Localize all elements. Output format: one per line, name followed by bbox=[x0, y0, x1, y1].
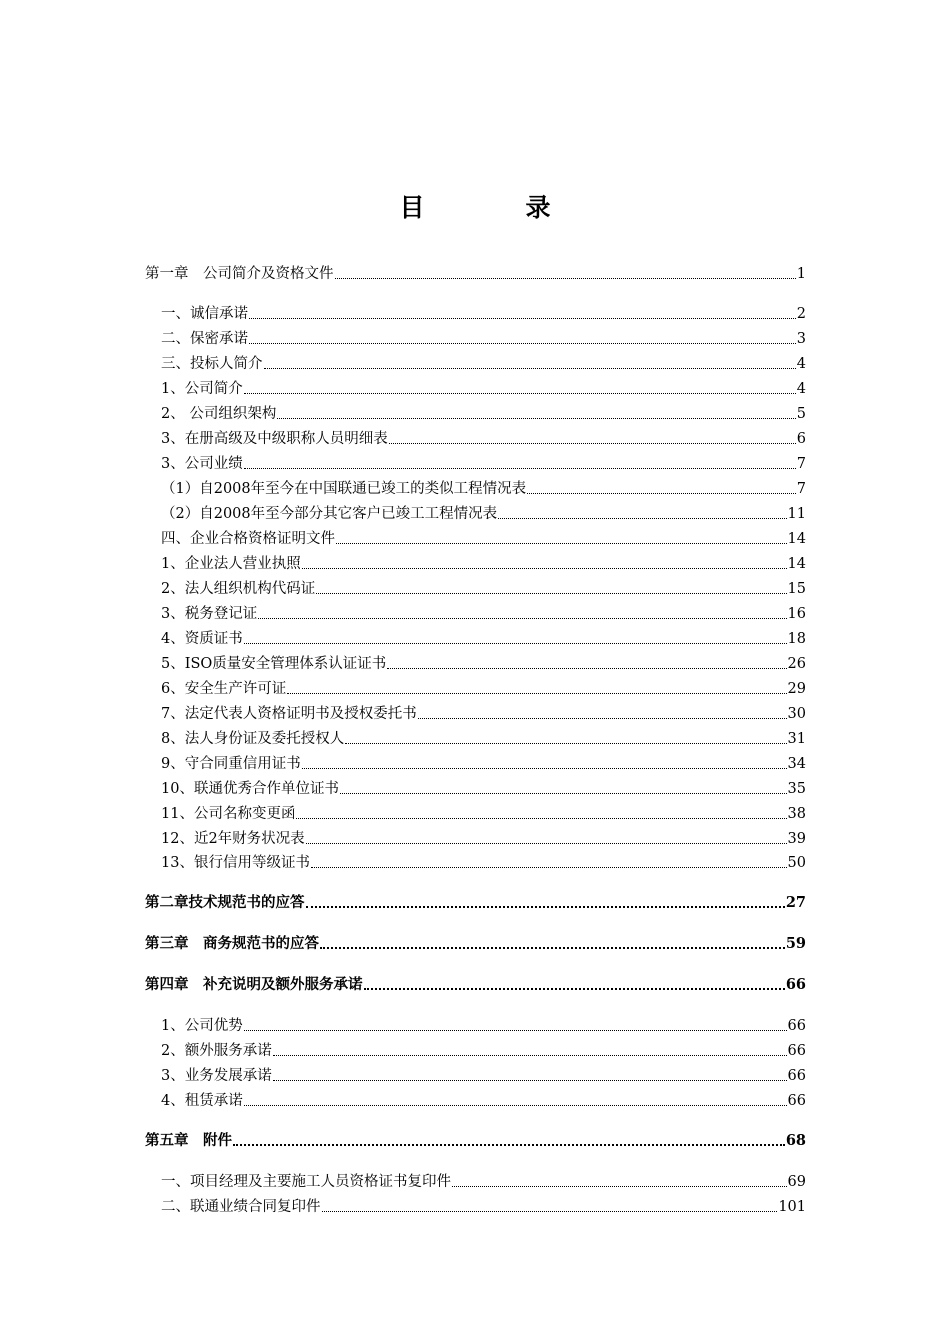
toc-entry[interactable] bbox=[161, 427, 806, 449]
toc-entry-page-number: 2 bbox=[796, 306, 806, 322]
toc-entry-page-number: 68 bbox=[785, 1132, 806, 1149]
toc-entry[interactable] bbox=[145, 932, 806, 954]
toc-entry-page-number: 69 bbox=[787, 1174, 806, 1190]
toc-entry-title: 5、ISO质量安全管理体系认证证书 bbox=[161, 656, 387, 672]
toc-entry[interactable] bbox=[161, 352, 806, 374]
toc-entry-title: 1、企业法人营业执照 bbox=[161, 556, 301, 572]
toc-entry-title: 7、法定代表人资格证明书及授权委托书 bbox=[161, 706, 417, 722]
dot-leader bbox=[316, 593, 786, 594]
toc-entry-title: 一、诚信承诺 bbox=[161, 306, 248, 322]
dot-leader bbox=[244, 1105, 787, 1106]
dot-leader bbox=[320, 947, 785, 949]
toc-entry-page-number: 7 bbox=[796, 481, 806, 497]
dot-leader bbox=[264, 368, 796, 369]
toc-entry-title: （1）自2008年至今在中国联通已竣工的类似工程情况表 bbox=[161, 481, 527, 497]
toc-entry[interactable] bbox=[145, 973, 806, 995]
toc-entry-page-number: 6 bbox=[796, 431, 806, 447]
toc-entry-title: 2、 公司组织架构 bbox=[161, 406, 277, 422]
toc-entry-page-number: 1 bbox=[796, 266, 806, 282]
toc-entry-title: 3、税务登记证 bbox=[161, 606, 258, 622]
dot-leader bbox=[335, 278, 796, 279]
toc-entry[interactable] bbox=[145, 891, 806, 913]
toc-entry-page-number: 35 bbox=[787, 781, 806, 797]
toc-entry[interactable] bbox=[161, 502, 806, 524]
toc-entry[interactable] bbox=[161, 677, 806, 699]
toc-entry-title: 第三章 商务规范书的应答 bbox=[145, 935, 319, 952]
dot-leader bbox=[244, 468, 796, 469]
toc-entry-page-number: 30 bbox=[787, 706, 806, 722]
toc-entry-page-number: 5 bbox=[796, 406, 806, 422]
dot-leader bbox=[418, 718, 787, 719]
toc-entry-page-number: 16 bbox=[787, 606, 806, 622]
toc-entry[interactable] bbox=[161, 1014, 806, 1036]
page-title: 目 录 bbox=[399, 193, 589, 222]
dot-leader bbox=[336, 543, 787, 544]
toc-entry-title: （2）自2008年至今部分其它客户已竣工工程情况表 bbox=[161, 506, 498, 522]
toc-entry-title: 一、项目经理及主要施工人员资格证书复印件 bbox=[161, 1174, 451, 1190]
toc-entry-page-number: 66 bbox=[787, 1018, 806, 1034]
toc-entry-page-number: 3 bbox=[796, 331, 806, 347]
toc-entry[interactable] bbox=[161, 752, 806, 774]
toc-entry-page-number: 31 bbox=[787, 731, 806, 747]
toc-entry-title: 2、法人组织机构代码证 bbox=[161, 581, 316, 597]
toc-entry[interactable] bbox=[161, 851, 806, 873]
dot-leader bbox=[302, 768, 787, 769]
dot-leader bbox=[249, 343, 796, 344]
toc-entry-page-number: 7 bbox=[796, 456, 806, 472]
toc-entry-title: 6、安全生产许可证 bbox=[161, 681, 287, 697]
toc-entry[interactable] bbox=[161, 477, 806, 499]
toc-entry-page-number: 14 bbox=[787, 556, 806, 572]
toc-entry-page-number: 15 bbox=[787, 581, 806, 597]
toc-entry-title: 10、联通优秀合作单位证书 bbox=[161, 781, 339, 797]
toc-entry[interactable] bbox=[145, 1129, 806, 1151]
toc-entry-page-number: 34 bbox=[787, 756, 806, 772]
dot-leader bbox=[364, 988, 785, 990]
toc-entry[interactable] bbox=[161, 1064, 806, 1086]
dot-leader bbox=[287, 693, 786, 694]
toc-entry[interactable] bbox=[145, 262, 806, 284]
dot-leader bbox=[302, 568, 787, 569]
dot-leader bbox=[277, 418, 795, 419]
toc-entry[interactable] bbox=[161, 727, 806, 749]
toc-entry-title: 4、资质证书 bbox=[161, 631, 243, 647]
toc-entry-title: 12、近2年财务状况表 bbox=[161, 831, 305, 847]
toc-entry-title: 三、投标人简介 bbox=[161, 356, 263, 372]
dot-leader bbox=[258, 618, 786, 619]
toc-entry-page-number: 4 bbox=[796, 356, 806, 372]
dot-leader bbox=[244, 643, 787, 644]
toc-entry-page-number: 27 bbox=[785, 894, 806, 911]
toc-entry-title: 二、保密承诺 bbox=[161, 331, 248, 347]
toc-entry[interactable] bbox=[161, 327, 806, 349]
toc-entry-page-number: 66 bbox=[787, 1043, 806, 1059]
dot-leader bbox=[233, 1144, 785, 1146]
toc-entry[interactable] bbox=[161, 302, 806, 324]
toc-entry-title: 3、业务发展承诺 bbox=[161, 1068, 272, 1084]
dot-leader bbox=[311, 867, 787, 868]
toc-entry-page-number: 66 bbox=[785, 976, 806, 993]
dot-leader bbox=[340, 793, 787, 794]
toc-entry-title: 9、守合同重信用证书 bbox=[161, 756, 301, 772]
toc-entry-page-number: 4 bbox=[796, 381, 806, 397]
toc-entry[interactable] bbox=[161, 827, 806, 849]
toc-entry-title: 1、公司优势 bbox=[161, 1018, 243, 1034]
dot-leader bbox=[498, 518, 786, 519]
toc-entry-title: 3、在册高级及中级职称人员明细表 bbox=[161, 431, 388, 447]
toc-entry[interactable] bbox=[161, 1039, 806, 1061]
toc-entry-page-number: 14 bbox=[787, 531, 806, 547]
toc-entry-page-number: 39 bbox=[787, 831, 806, 847]
dot-leader bbox=[306, 906, 785, 908]
toc-entry[interactable] bbox=[161, 1170, 806, 1192]
dot-leader bbox=[273, 1055, 787, 1056]
toc-entry-title: 3、公司业绩 bbox=[161, 456, 243, 472]
toc-entry-title: 8、法人身份证及委托授权人 bbox=[161, 731, 345, 747]
dot-leader bbox=[296, 818, 786, 819]
toc-entry[interactable] bbox=[161, 627, 806, 649]
toc-entry[interactable] bbox=[161, 777, 806, 799]
dot-leader bbox=[389, 443, 796, 444]
toc-entry[interactable] bbox=[161, 702, 806, 724]
toc-entry[interactable] bbox=[161, 402, 806, 424]
toc-entry-title: 13、银行信用等级证书 bbox=[161, 855, 310, 871]
toc-entry-page-number: 11 bbox=[787, 506, 806, 522]
dot-leader bbox=[244, 393, 796, 394]
toc-entry[interactable] bbox=[161, 802, 806, 824]
toc-entry[interactable] bbox=[161, 552, 806, 574]
toc-entry-title: 第四章 补充说明及额外服务承诺 bbox=[145, 976, 363, 993]
toc-entry-page-number: 50 bbox=[787, 855, 806, 871]
toc-entry[interactable] bbox=[161, 602, 806, 624]
toc-entry[interactable] bbox=[161, 652, 806, 674]
toc-entry-page-number: 66 bbox=[787, 1068, 806, 1084]
toc-entry-page-number: 101 bbox=[778, 1199, 806, 1215]
toc-entry[interactable] bbox=[161, 577, 806, 599]
toc-entry[interactable] bbox=[161, 1195, 806, 1217]
dot-leader bbox=[244, 1030, 787, 1031]
dot-leader bbox=[322, 1211, 778, 1212]
dot-leader bbox=[249, 318, 796, 319]
toc-entry-title: 11、公司名称变更函 bbox=[161, 806, 296, 822]
dot-leader bbox=[273, 1080, 787, 1081]
toc-entry[interactable] bbox=[161, 527, 806, 549]
toc-entry-title: 二、联通业绩合同复印件 bbox=[161, 1199, 321, 1215]
toc-entry-title: 第五章 附件 bbox=[145, 1132, 232, 1149]
toc-entry[interactable] bbox=[161, 377, 806, 399]
toc-entry-title: 第二章技术规范书的应答 bbox=[145, 894, 305, 911]
toc-entry-page-number: 29 bbox=[787, 681, 806, 697]
dot-leader bbox=[306, 843, 787, 844]
dot-leader bbox=[387, 668, 786, 669]
toc-entry-title: 4、租赁承诺 bbox=[161, 1093, 243, 1109]
toc-entry[interactable] bbox=[161, 1089, 806, 1111]
toc-entry-title: 第一章 公司简介及资格文件 bbox=[145, 266, 334, 282]
dot-leader bbox=[345, 743, 786, 744]
toc-entry-page-number: 66 bbox=[787, 1093, 806, 1109]
toc-entry[interactable] bbox=[161, 452, 806, 474]
toc-entry-page-number: 38 bbox=[787, 806, 806, 822]
toc-entry-page-number: 59 bbox=[785, 935, 806, 952]
toc-entry-title: 四、企业合格资格证明文件 bbox=[161, 531, 335, 547]
toc-entry-page-number: 18 bbox=[787, 631, 806, 647]
dot-leader bbox=[452, 1186, 787, 1187]
toc-entry-page-number: 26 bbox=[787, 656, 806, 672]
toc-entry-title: 1、公司简介 bbox=[161, 381, 243, 397]
dot-leader bbox=[527, 493, 796, 494]
toc-entry-title: 2、额外服务承诺 bbox=[161, 1043, 272, 1059]
